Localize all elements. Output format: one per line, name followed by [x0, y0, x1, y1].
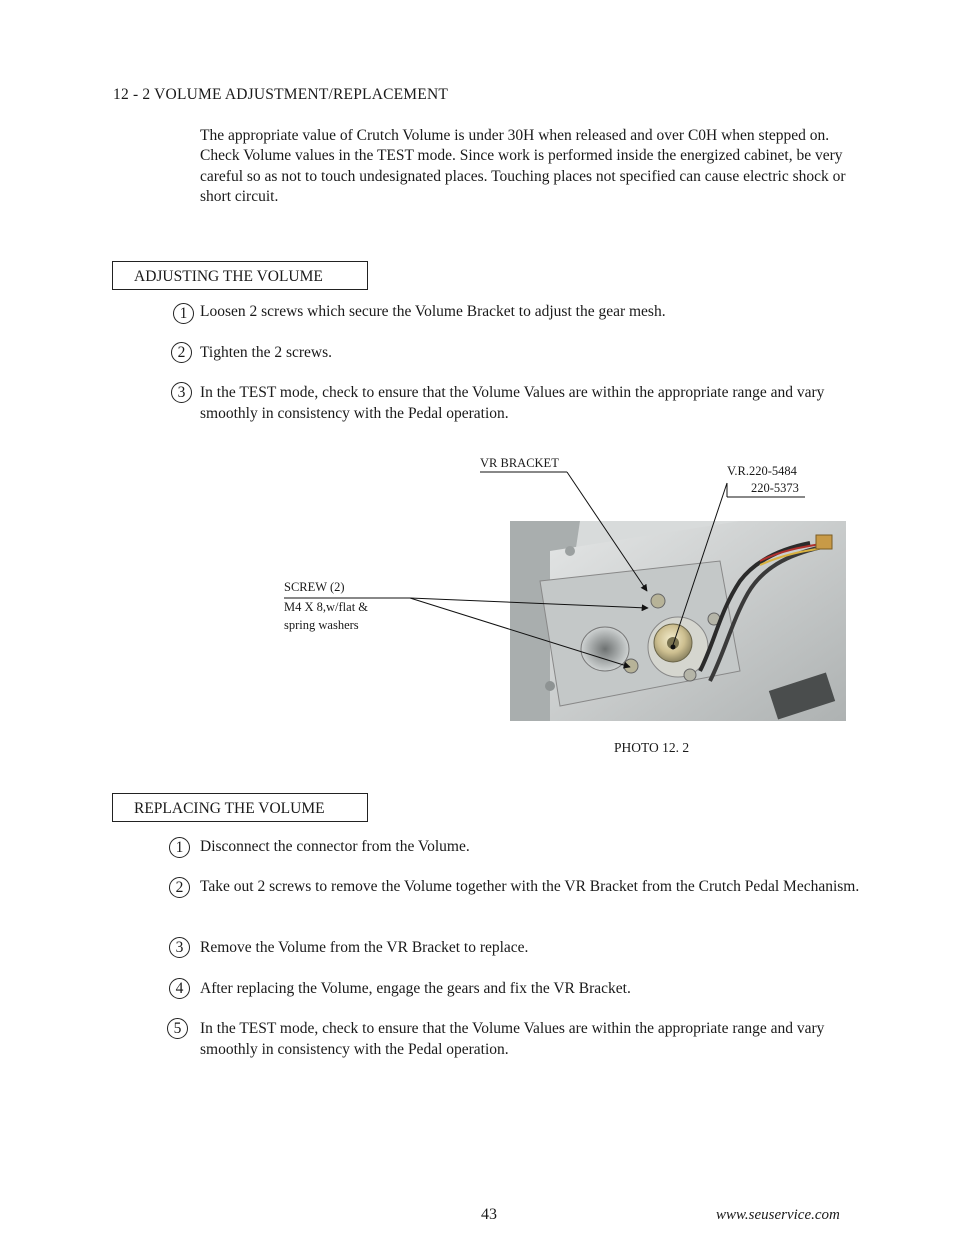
replace-step-3-text: Remove the Volume from the VR Bracket to replace. [200, 939, 529, 956]
replace-step-2-text: Take out 2 screws to remove the Volume together with the VR Bracket from the Crutch Pedal Mechanism. [200, 878, 860, 895]
replace-step-5-text: In the TEST mode, check to ensure that the Volume Values are within the appropriate range and vary smoothly in consistency with the Pedal operation. [200, 1020, 825, 1058]
screw-leader-lower [410, 598, 630, 667]
replace-step-4-number: 4 [169, 978, 190, 999]
screw-leader-upper [410, 598, 648, 608]
vr-part-number-2: 220-5373 [751, 481, 799, 495]
vr-part-leader-dot [671, 645, 676, 650]
screw-label: SCREW (2) [284, 580, 345, 594]
screw-spec-line-2: spring washers [284, 618, 359, 632]
replace-step-3-number: 3 [169, 937, 190, 958]
adjusting-heading-box: ADJUSTING THE VOLUME [112, 261, 368, 290]
adjust-step-2-number: 2 [171, 342, 192, 363]
adjust-step-3-number: 3 [171, 382, 192, 403]
replace-step-4-text: After replacing the Volume, engage the gears and fix the VR Bracket. [200, 980, 631, 997]
intro-paragraph: The appropriate value of Crutch Volume is under 30H when released and over C0H when stepped on. Check Volume values in the TEST mode. Since work is performed inside the energized cabinet, be very careful so as not to touch undesignated places. Touching places not specified can cause electric shock or short circuit. [200, 127, 846, 206]
adjust-step-2-text: Tighten the 2 screws. [200, 344, 333, 361]
replace-step-1-text: Disconnect the connector from the Volume. [200, 838, 470, 855]
page-number: 43 [481, 1206, 497, 1223]
replace-step-1-number: 1 [169, 837, 190, 858]
section-title: 12 - 2 VOLUME ADJUSTMENT/REPLACEMENT [113, 86, 449, 103]
replace-step-5-number: 5 [167, 1018, 188, 1039]
replace-step-2-number: 2 [169, 877, 190, 898]
screw-spec-line-1: M4 X 8,w/flat & [284, 600, 369, 614]
vr-part-number-1: V.R.220-5484 [727, 464, 797, 478]
vr-part-leader [673, 483, 727, 645]
replacing-heading-box: REPLACING THE VOLUME [112, 793, 368, 822]
vr-bracket-label: VR BRACKET [480, 456, 559, 470]
photo-caption: PHOTO 12. 2 [614, 740, 690, 755]
adjust-step-1-text: Loosen 2 screws which secure the Volume Bracket to adjust the gear mesh. [200, 303, 666, 320]
adjust-step-3-text: In the TEST mode, check to ensure that the Volume Values are within the appropriate range and vary smoothly in consistency with the Pedal operation. [200, 384, 825, 422]
adjust-step-1-number: 1 [173, 303, 194, 324]
vr-bracket-leader [567, 472, 647, 591]
website-link[interactable]: www.seuservice.com [716, 1207, 840, 1223]
